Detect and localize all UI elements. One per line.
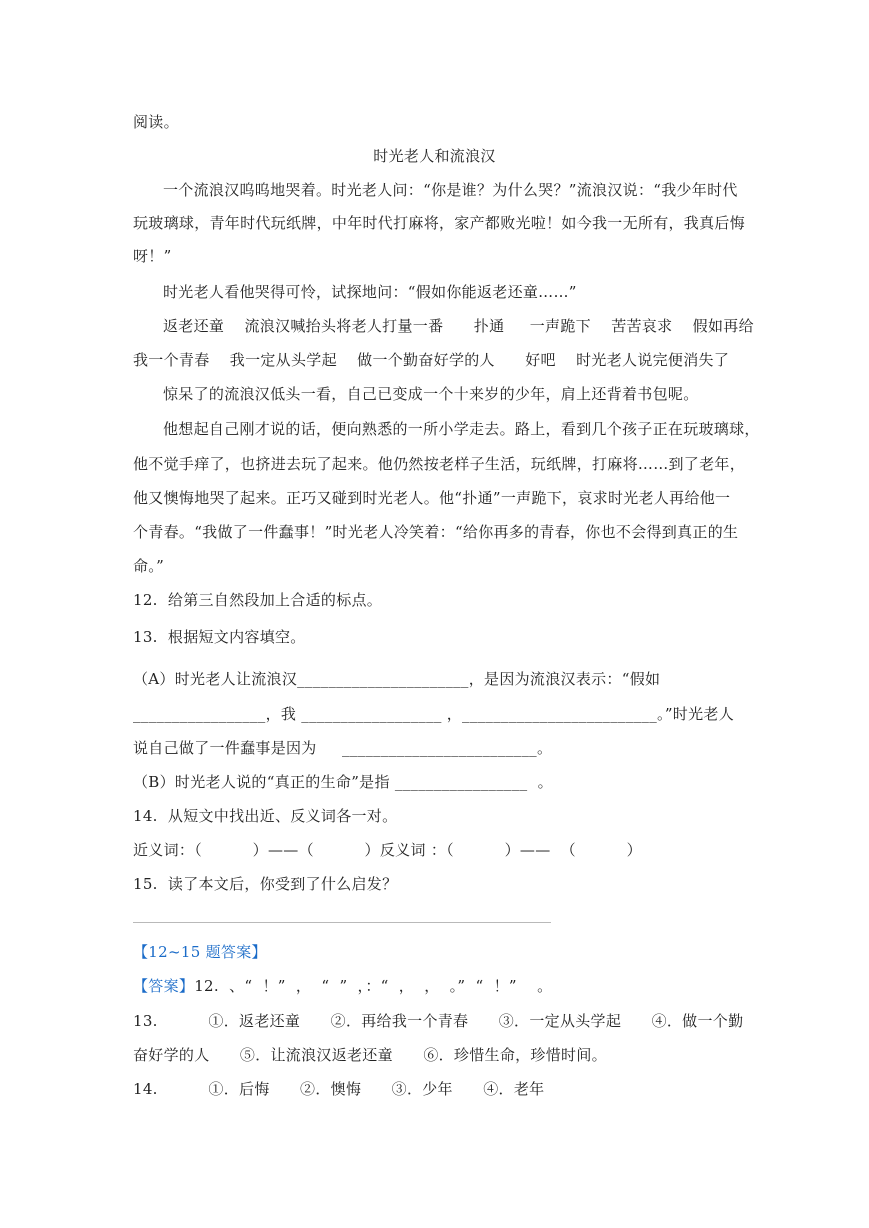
answer-14: 14. ①．后悔 ②．懊悔 ③．少年 ④．老年 xyxy=(133,1080,545,1098)
question-13-line: _________________，我 __________________ ，_________________________。”时光老人 xyxy=(133,705,735,723)
answer-12-row xyxy=(133,976,552,996)
story-line: 一个流浪汉呜呜地哭着。时光老人问：“你是谁？为什么哭？”流浪汉说：“我少年时代 xyxy=(163,181,738,199)
story-line: 他又懊悔地哭了起来。正巧又碰到时光老人。他“扑通”一声跪下，哀求时光老人再给他一 xyxy=(133,489,731,507)
answer-13-line: 13. ①．返老还童 ②．再给我一个青春 ③．一定从头学起 ④．做一个勤 xyxy=(133,1012,744,1030)
question-12: 12. 给第三自然段加上合适的标点。 xyxy=(133,591,383,609)
story-line: 他想起自己刚才说的话，便向熟悉的一所小学走去。路上，看到几个孩子正在玩玻璃球， xyxy=(163,420,760,438)
answer-12: 12. 、“ ！” ， “ ” ，：“ ， ， 。” “ ！” 。 xyxy=(194,977,553,995)
question-14: 14. 从短文中找出近、反义词各一对。 xyxy=(133,807,398,825)
answers-header: 【12~15 题答案】 xyxy=(133,943,267,961)
answer-line xyxy=(133,922,551,923)
story-line: 惊呆了的流浪汉低头一看，自己已变成一个十来岁的少年，肩上还背着书包呢。 xyxy=(163,385,699,403)
question-13-line: （A）时光老人让流浪汉______________________，是因为流浪汉表示：“假如 xyxy=(133,670,661,688)
story-line: 玩玻璃球，青年时代玩纸牌，中年时代打麻将，家产都败光啦！如今我一无所有，我真后悔 xyxy=(133,214,746,232)
unpunctuated-paragraph-line: 返老还童 流浪汉喊抬头将老人打量一番 扑通 一声跪下 苦苦哀求 假如再给 xyxy=(163,317,754,335)
story-line: 他不觉手痒了，也挤进去玩了起来。他仍然按老样子生活，玩纸牌，打麻将……到了老年， xyxy=(133,455,746,473)
question-13-line: （B）时光老人说的“真正的生命”是指 _________________ 。 xyxy=(133,773,553,791)
story-title: 时光老人和流浪汉 xyxy=(373,147,496,165)
question-14-line: 近义词：（ ）——（ ）反义词 ：（ ）—— （ ） xyxy=(133,841,642,859)
answer-13-line: 奋好学的人 ⑤．让流浪汉返老还童 ⑥．珍惜生命，珍惜时间。 xyxy=(133,1046,607,1064)
question-13: 13. 根据短文内容填空。 xyxy=(133,628,306,646)
story-line: 命。” xyxy=(133,557,165,575)
question-15: 15. 读了本文后，你受到了什么启发？ xyxy=(133,875,398,893)
intro-label: 阅读。 xyxy=(133,113,179,131)
story-line: 呀！” xyxy=(133,247,172,265)
unpunctuated-paragraph-line: 我一个青春 我一定从头学起 做一个勤奋好学的人 好吧 时光老人说完便消失了 xyxy=(133,351,730,369)
story-line: 时光老人看他哭得可怜，试探地问：“假如你能返老还童……” xyxy=(163,283,577,301)
question-13-line: 说自己做了一件蠢事是因为 _________________________。 xyxy=(133,739,553,757)
answer-label: 【答案】 xyxy=(133,977,195,995)
story-line: 个青春。“我做了一件蠢事！”时光老人冷笑着：“给你再多的青春，你也不会得到真正的生 xyxy=(133,523,739,541)
